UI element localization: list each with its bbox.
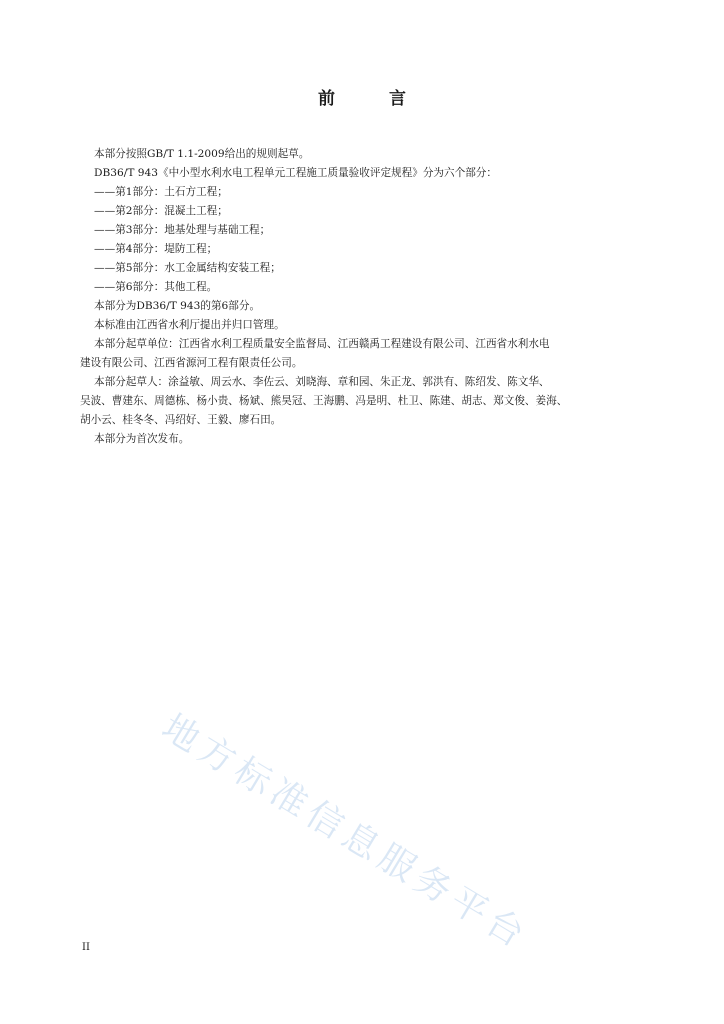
watermark: 地方标准信息服务平台 xyxy=(154,706,536,959)
paragraph-drafters-line1: 本部分起草人：涂益敏、周云水、李佐云、刘晓海、章和园、朱正龙、郭洪有、陈绍发、陈文华、 xyxy=(94,376,550,388)
paragraph-drafters-line3: 胡小云、桂冬冬、冯绍好、王毅、廖石田。 xyxy=(80,414,282,426)
list-item: ——第6部分：其他工程。 xyxy=(94,281,218,293)
paragraph-standard-parts-intro: DB36/T 943《中小型水利水电工程单元工程施工质量验收评定规程》分为六个部分： xyxy=(94,167,497,179)
list-item: ——第5部分：水工金属结构安装工程； xyxy=(94,262,281,274)
paragraph-drafters-line2: 吴波、曹建东、周德栋、杨小贵、杨斌、熊昊冠、王海鹏、冯是明、杜卫、陈建、胡志、郑文俊、姜海、 xyxy=(80,395,568,407)
page-title: 前 言 xyxy=(318,89,430,109)
list-item: ——第2部分：混凝土工程； xyxy=(94,205,228,217)
paragraph-drafting-units-line2: 建设有限公司、江西省源河工程有限责任公司。 xyxy=(80,357,303,369)
paragraph-proposer: 本标准由江西省水利厅提出并归口管理。 xyxy=(94,319,285,331)
list-item: ——第1部分：土石方工程； xyxy=(94,186,228,198)
paragraph-drafting-rules: 本部分按照GB/T 1.1-2009给出的规则起草。 xyxy=(94,148,310,160)
paragraph-first-release: 本部分为首次发布。 xyxy=(94,433,190,445)
list-item: ——第4部分：堤防工程； xyxy=(94,243,218,255)
foreword-body xyxy=(80,145,614,449)
list-item: ——第3部分：地基处理与基础工程； xyxy=(94,224,271,236)
page-number: II xyxy=(82,942,90,953)
paragraph-drafting-units-line1: 本部分起草单位：江西省水利工程质量安全监督局、江西赣禹工程建设有限公司、江西省水利水电 xyxy=(94,338,550,350)
paragraph-part-number: 本部分为DB36/T 943的第6部分。 xyxy=(94,300,261,312)
